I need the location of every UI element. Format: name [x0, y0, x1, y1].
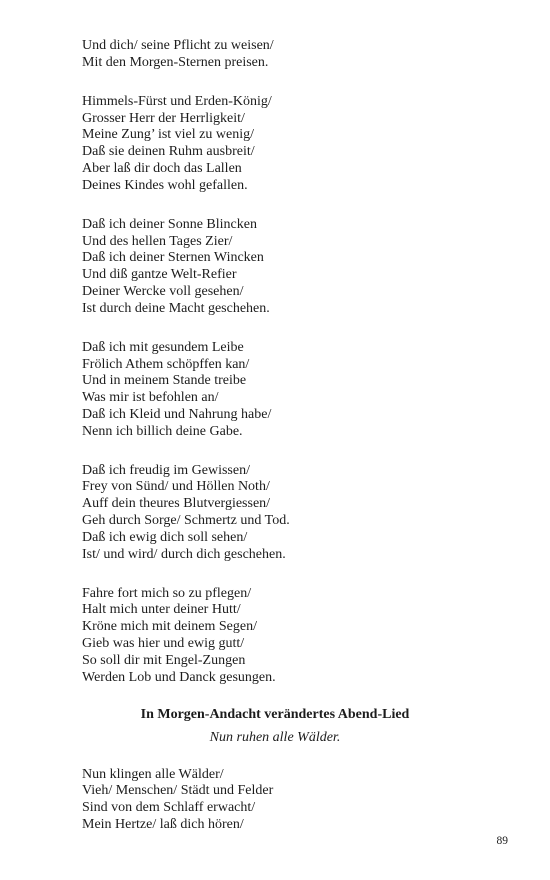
verse-line: Mein Hertze/ laß dich hören/ [82, 817, 244, 833]
verse-line: Ist/ und wird/ durch dich geschehen. [82, 546, 286, 562]
verse-line: Deiner Wercke voll gesehen/ [82, 283, 244, 299]
verse-line: Geh durch Sorge/ Schmertz und Tod. [82, 513, 290, 529]
verse-line: Daß ich ewig dich soll sehen/ [82, 529, 248, 545]
verse-line: Ist durch deine Macht geschehen. [82, 300, 270, 316]
stanza-list [82, 38, 522, 686]
verse-line: Halt mich unter deiner Hutt/ [82, 602, 241, 618]
verse-line: Daß sie deinen Ruhm ausbreit/ [82, 144, 255, 160]
verse-line: Nenn ich billich deine Gabe. [82, 423, 243, 439]
verse-line: So soll dir mit Engel-Zungen [82, 652, 246, 668]
stanza [82, 340, 522, 441]
verse-line: Daß ich mit gesundem Leibe [82, 339, 244, 355]
verse-line: Kröne mich mit deinem Segen/ [82, 619, 257, 635]
verse-line: Nun klingen alle Wälder/ [82, 766, 224, 782]
verse-line: Was mir ist befohlen an/ [82, 390, 219, 406]
verse-line: Himmels-Fürst und Erden-König/ [82, 93, 272, 109]
verse-line: Meine Zung’ ist viel zu wenig/ [82, 127, 254, 143]
section-subtitle: Nun ruhen alle Wälder. [209, 729, 341, 745]
verse-line: Und in meinem Stande treibe [82, 373, 247, 389]
verse-line: Gieb was hier und ewig gutt/ [82, 636, 245, 652]
verse-line: Fahre fort mich so zu pflegen/ [82, 585, 252, 601]
verse-line: Daß ich Kleid und Nahrung habe/ [82, 406, 272, 422]
verse-line: Sind von dem Schlaff erwacht/ [82, 800, 256, 816]
verse-line: Daß ich deiner Sonne Blincken [82, 216, 257, 232]
verse-line: Daß ich freudig im Gewissen/ [82, 462, 250, 478]
verse-line: Werden Lob und Danck gesungen. [82, 669, 276, 685]
section-title: In Morgen-Andacht verändertes Abend-Lied [140, 706, 410, 722]
stanza [82, 38, 522, 72]
verse-line: Mit den Morgen-Sternen preisen. [82, 54, 269, 70]
poem-text [82, 38, 522, 856]
verse-line: Und des hellen Tages Zier/ [82, 233, 233, 249]
stanza [82, 94, 522, 195]
stanza [82, 217, 522, 318]
verse-line: Daß ich deiner Sternen Wincken [82, 250, 264, 266]
verse-line: Frölich Athem schöpffen kan/ [82, 356, 250, 372]
final-stanza [82, 767, 522, 834]
verse-line: Deines Kindes wohl gefallen. [82, 177, 248, 193]
verse-line: Vieh/ Menschen/ Städt und Felder [82, 783, 274, 799]
verse-line: Aber laß dir doch das Lallen [82, 160, 242, 176]
page-number: 89 [496, 835, 508, 847]
stanza [82, 463, 522, 564]
verse-line: Und dich/ seine Pflicht zu weisen/ [82, 38, 274, 53]
verse-line: Auff dein theures Blutvergiessen/ [82, 496, 271, 512]
verse-line: Frey von Sünd/ und Höllen Noth/ [82, 479, 270, 495]
verse-line: Grosser Herr der Herrligkeit/ [82, 110, 245, 126]
stanza [82, 586, 522, 687]
verse-line: Und diß gantze Welt-Refier [82, 267, 237, 283]
